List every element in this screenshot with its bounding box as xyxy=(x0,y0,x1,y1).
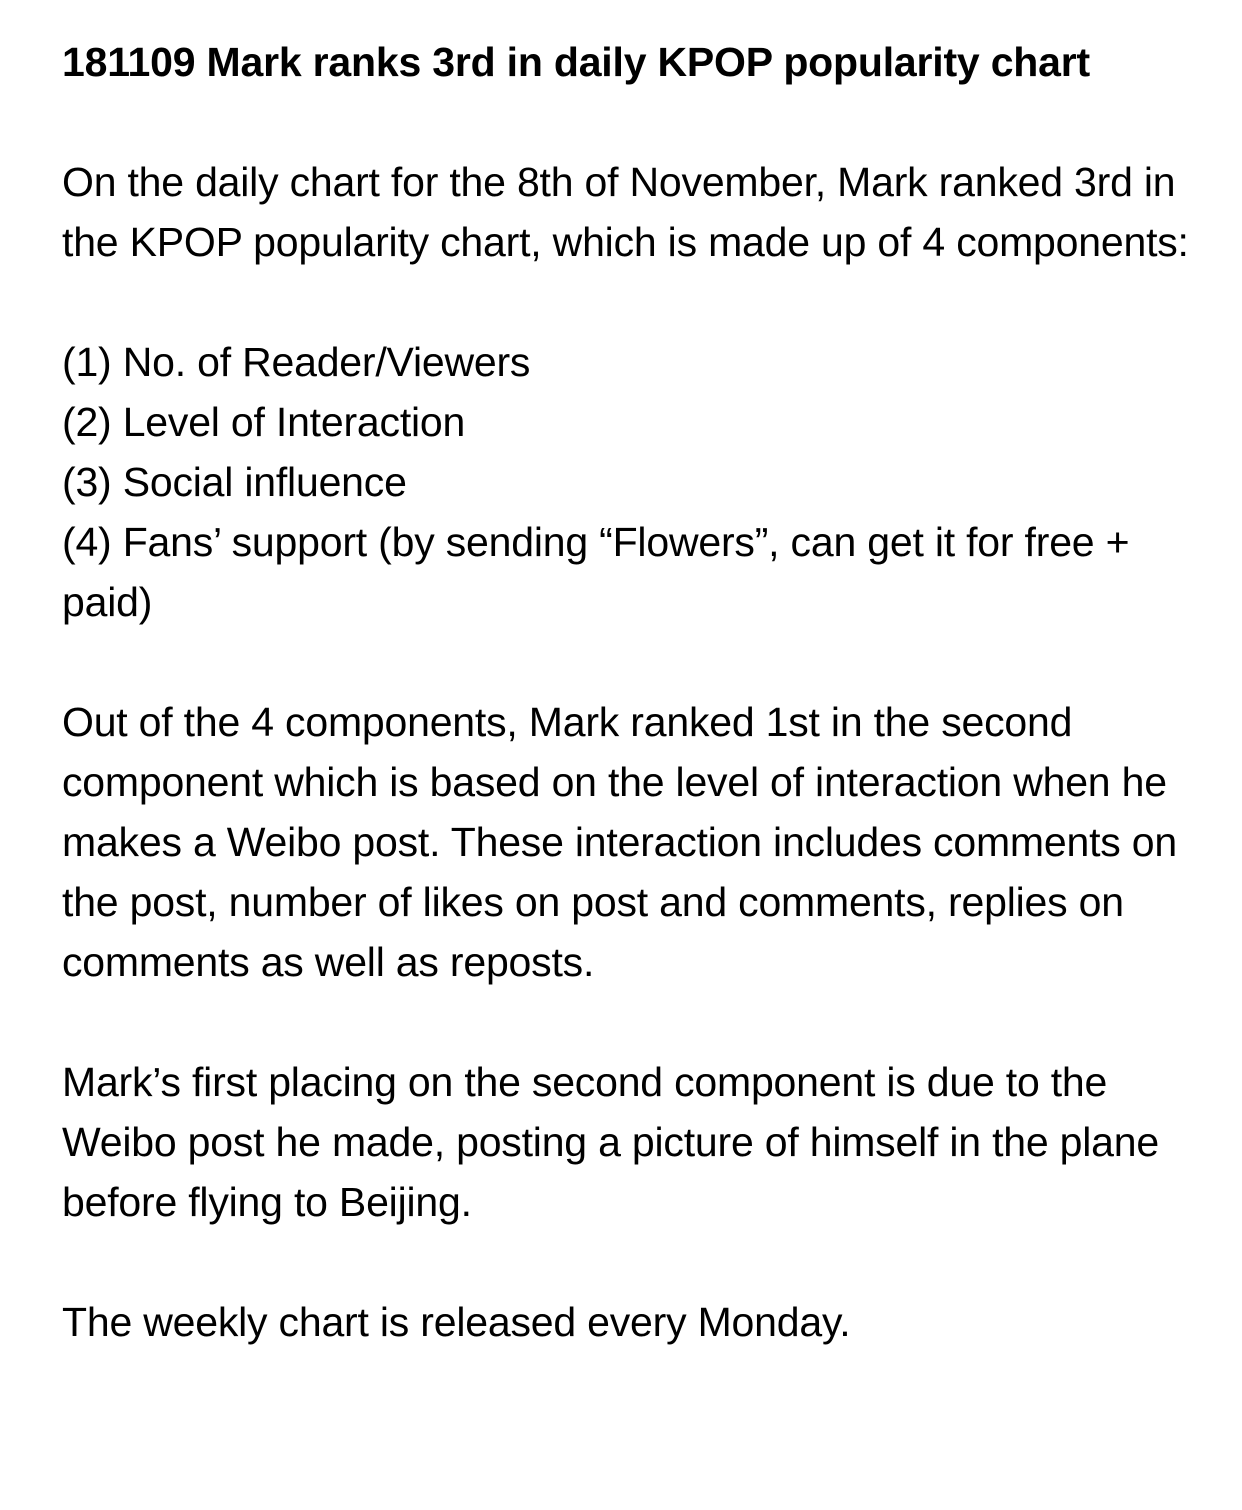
interaction-paragraph: Out of the 4 components, Mark ranked 1st in the second component which is based on the level of interaction when he makes a Weibo post. These interaction includes comments on the post, number of likes on post and comments, replies on comments as well as reposts. xyxy=(62,699,1177,985)
list-item: (3) Social influence xyxy=(62,459,407,505)
weekly-chart-paragraph: The weekly chart is released every Monday. xyxy=(62,1299,851,1345)
list-item: (2) Level of Interaction xyxy=(62,399,466,445)
document-title: 181109 Mark ranks 3rd in daily KPOP popularity chart xyxy=(62,39,1090,85)
weibo-paragraph: Mark’s first placing on the second component is due to the Weibo post he made, posting a picture of himself in the plane before flying to Beijing. xyxy=(62,1059,1159,1225)
list-item: (1) No. of Reader/Viewers xyxy=(62,339,531,385)
intro-paragraph: On the daily chart for the 8th of November, Mark ranked 3rd in the KPOP popularity chart, which is made up of 4 components: xyxy=(62,159,1189,265)
list-item: (4) Fans’ support (by sending “Flowers”, can get it for free + paid) xyxy=(62,519,1130,625)
components-list xyxy=(62,332,1212,632)
document-body xyxy=(62,32,1212,1352)
